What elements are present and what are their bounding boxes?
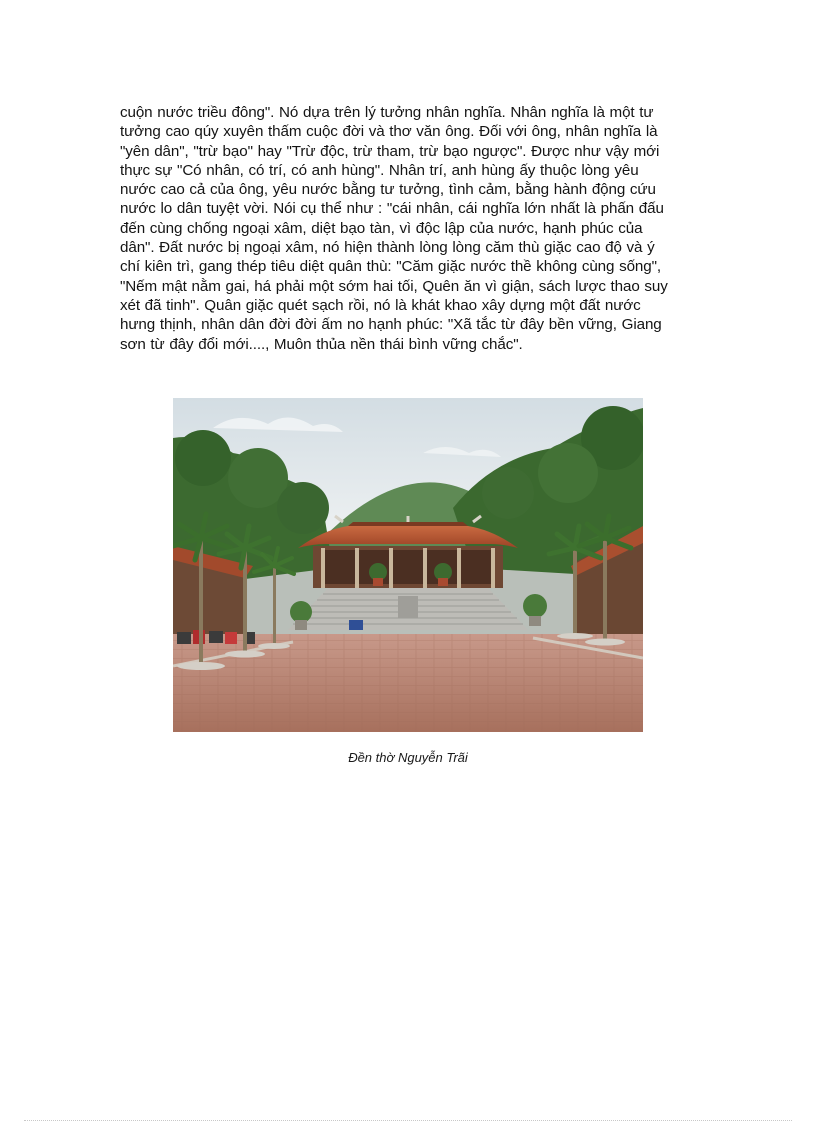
paragraph-line: nước cao cả của ông, yêu nước bằng tư tưởng, tình cảm, bằng hành động cứu <box>120 181 656 199</box>
paragraph-line: đến cùng chống ngoại xâm, diệt bạo tàn, vì độc lập của nước, hạnh phúc của <box>120 219 643 237</box>
temple-photo <box>173 398 643 732</box>
paragraph-line: hưng thịnh, nhân dân đời đời ấm no hạnh phúc: "Xã tắc từ đây bền vững, Giang <box>120 316 662 334</box>
page-bottom-divider <box>24 1120 792 1121</box>
paragraph-line: xét đã tinh". Quân giặc quét sạch rồi, nó là khát khao xây dựng một đất nước <box>120 296 641 314</box>
body-paragraph <box>120 103 700 354</box>
paragraph-line: cuộn nước triều đông". Nó dựa trên lý tưởng nhân nghĩa. Nhân nghĩa là một tư <box>120 104 654 121</box>
paragraph-line: "yên dân", "trừ bạo" hay "Trừ độc, trừ tham, trừ bạo ngược". Được như vậy mới <box>120 142 660 160</box>
photo-caption: Đền thờ Nguyễn Trãi <box>348 750 468 765</box>
paragraph-line: nước lo dân tuyệt vời. Nói cụ thể như : "cái nhân, cái nghĩa lớn nhất là phấn đấu <box>120 200 664 218</box>
paragraph-line: chí kiên trì, gang thép tiêu diệt quân thù: "Căm giặc nước thề không cùng sống", <box>120 258 662 276</box>
paragraph-line: "Nếm mật nằm gai, há phải một sớm hai tối, Quên ăn vì giận, sách lược thao suy <box>120 277 668 295</box>
paragraph-line: tưởng cao qúy xuyên thấm cuộc đời và thơ văn ông. Đối với ông, nhân nghĩa là <box>120 123 658 141</box>
paragraph-line: thực sự "Có nhân, có trí, có anh hùng". Nhân trí, anh hùng ấy thuộc lòng yêu <box>120 161 639 179</box>
paragraph-line: dân". Đất nước bị ngoại xâm, nó hiện thành lòng lòng căm thù giặc cao độ và ý <box>120 239 655 257</box>
paragraph-line: sơn từ đây đổi mới...., Muôn thủa nền thái bình vững chắc". <box>120 335 523 353</box>
